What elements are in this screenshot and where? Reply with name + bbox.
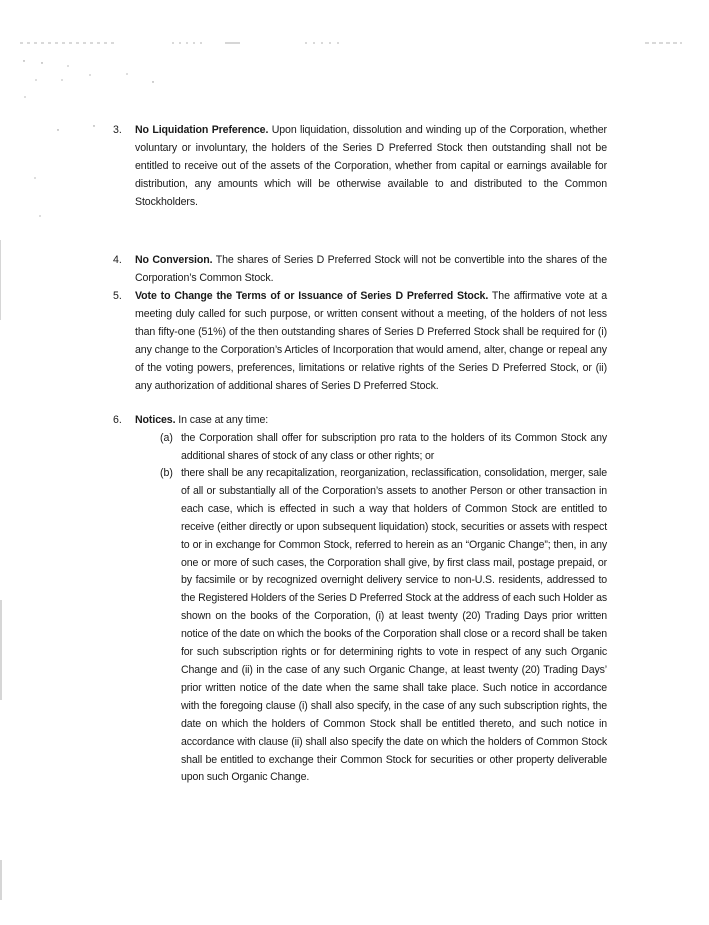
- section-4-paragraph: [135, 252, 607, 288]
- section-6b-label: (b): [160, 467, 173, 479]
- section-3-number: 3.: [113, 124, 122, 136]
- section-6-number: 6.: [113, 414, 122, 426]
- section-6b-body: there shall be any recapitalization, reorganization, reclassification, consolidation, merger, sale of all or substantially all of the Corporation’s assets to another Person or other transaction in each case, which is effected in such a way that holders of Common Stock are entitled to receive (either directly or upon subsequent liquidation) stock, securities or assets with respect to or in exchange for Common Stock, referred to herein as an “Organic Change”; then, in any one or more of such cases, the Corporation shall give, by first class mail, postage prepaid, or by facsimile or by recognized overnight delivery service to non-U.S. residents, addressed to the Registered Holders of the Series D Preferred Stock at the address of each such Holder as shown on the books of the Corporation, (i) at least twenty (20) Trading Days prior written notice of the date on which the books of the Corporation shall close or a record shall be taken for such subscription rights or for determining rights to vote in respect of any such Organic Change and (ii) in the case of any such Organic Change, at least twenty (20) Trading Days’ prior written notice of the date when the same shall take place. Such notice in accordance with the foregoing clause (i) shall also specify, in the case of any such subscription rights, the date on which the holders of Common Stock shall be entitled thereto, and such notice in accordance with clause (ii) shall also specify the date on which the holders of Common Stock shall be entitled to exchange their Common Stock for securities or other property deliverable upon such Organic Change.: [181, 467, 607, 784]
- section-6a-label: (a): [160, 432, 173, 444]
- section-5-body: The affirmative vote at a meeting duly called for such purpose, or written consent without a meeting, of the holders of not less than fifty-one (51%) of the then outstanding shares of Series D Preferred Stock shall be required for (i) any change to the Corporation’s Articles of Incorporation that would amend, alter, change or repeal any of the voting powers, preferences, limitations or relative rights of the Series D Preferred Stock, or (ii) any authorization of additional shares of Series D Preferred Stock.: [135, 290, 608, 392]
- section-3-heading: No Liquidation Preference.: [135, 124, 269, 136]
- section-6-heading: Notices.: [135, 414, 176, 426]
- section-4-heading: No Conversion.: [135, 254, 213, 266]
- section-5-paragraph: [135, 288, 607, 395]
- section-4-number: 4.: [113, 254, 122, 266]
- section-3-body: Upon liquidation, dissolution and winding up of the Corporation, whether voluntary or involuntary, the holders of the Series D Preferred Stock then outstanding shall not be entitled to receive out of the assets of the Corporation, whether from capital or earnings available for distribution, any amounts which will be otherwise available to and distributed to the Common Stockholders.: [135, 124, 607, 208]
- section-3-paragraph: [135, 122, 607, 212]
- section-5-number: 5.: [113, 290, 122, 302]
- section-6a-body: the Corporation shall offer for subscription pro rata to the holders of its Common Stock any additional shares of stock of any class or other rights; or: [181, 432, 607, 462]
- section-5-heading: Vote to Change the Terms of or Issuance of Series D Preferred Stock.: [135, 290, 489, 302]
- section-6-body: In case at any time:: [178, 414, 269, 426]
- section-6-paragraph: [135, 412, 607, 430]
- section-4-body: The shares of Series D Preferred Stock will not be convertible into the shares of the Corporation’s Common Stock.: [135, 254, 608, 284]
